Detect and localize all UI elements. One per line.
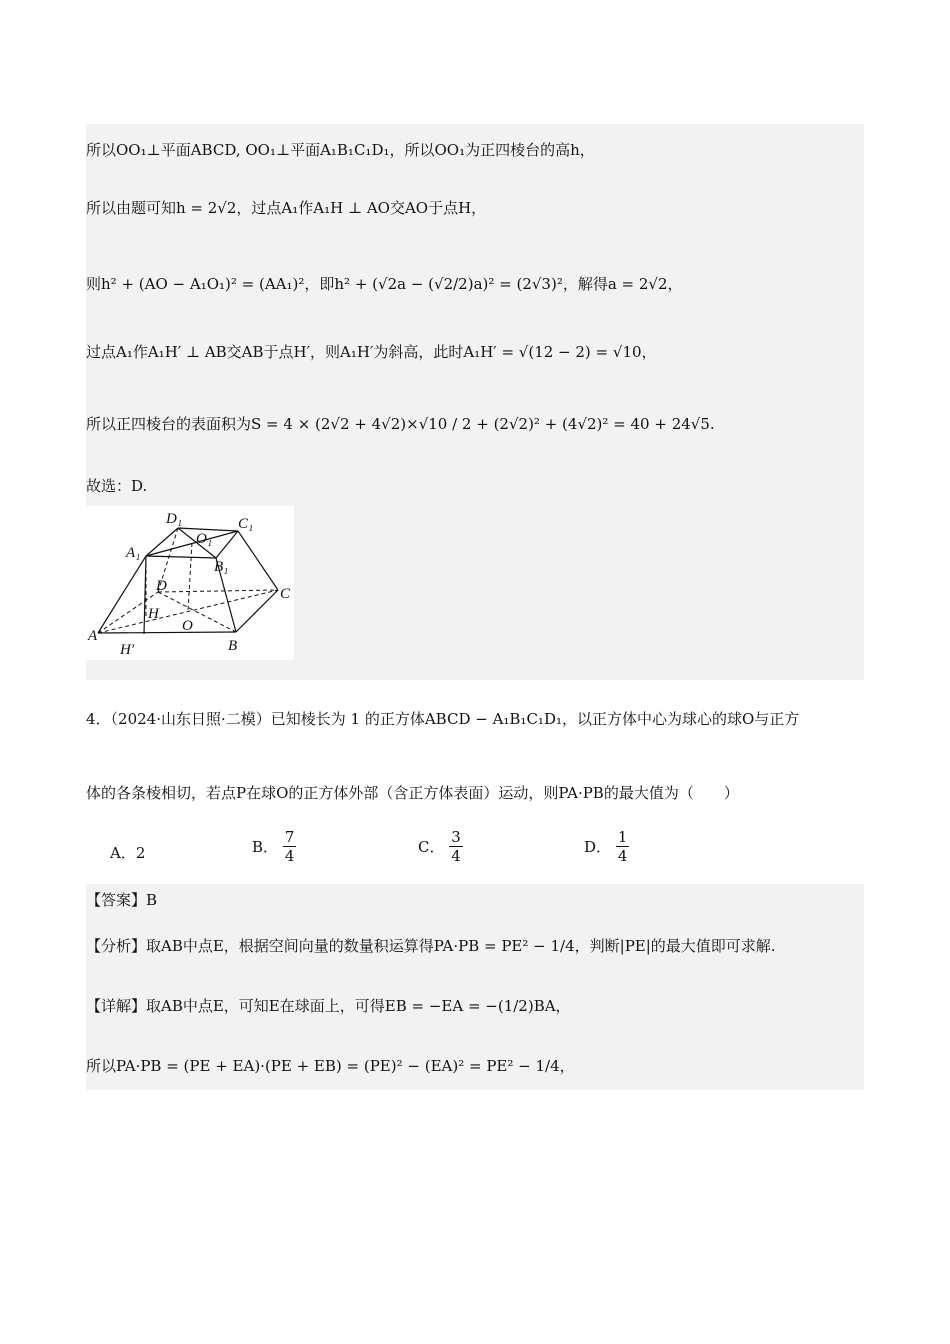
analysis-line: 【分析】取AB中点E，根据空间向量的数量积运算得PA·PB = PE² − 1/4，判断|PE|的最大值即可求解. bbox=[86, 937, 776, 955]
label-B: B bbox=[228, 638, 238, 654]
solution-line-4: 过点A₁作A₁H′ ⊥ AB交AB于点H′，则A₁H′为斜高，此时A₁H′ = √(12 − 2) = √10， bbox=[86, 343, 657, 361]
option-d: D． $\frac{1}{4}$ bbox=[584, 828, 628, 865]
label-D1: D₁ bbox=[166, 511, 183, 527]
detail-line: 【详解】取AB中点E，可知E在球面上，可得EB = −EA = −(1/2)BA， bbox=[86, 997, 571, 1015]
label-O: O bbox=[182, 618, 193, 634]
answer-block-4 bbox=[86, 884, 864, 1090]
solution-choice: 故选：D. bbox=[86, 477, 148, 495]
label-B1: B₁ bbox=[214, 559, 229, 575]
label-O1: O₁ bbox=[196, 531, 213, 547]
label-D: D bbox=[156, 578, 167, 594]
option-a: A．2 bbox=[110, 844, 146, 862]
solution-line-3: 则h² + (AO − A₁O₁)² = (AA₁)²，即h² + (√2a − (√2/2)a)² = (2√3)²，解得a = 2√2， bbox=[86, 275, 683, 293]
label-A: A bbox=[88, 628, 98, 644]
solution-line-2: 所以由题可知h = 2√2，过点A₁作A₁H ⊥ AO交AO于点H， bbox=[86, 199, 487, 217]
frustum-diagram bbox=[86, 506, 294, 660]
conclusion-line: 所以PA·PB = (PE + EA)·(PE + EB) = (PE)² − (EA)² = PE² − 1/4， bbox=[86, 1057, 575, 1075]
question4-line2: 体的各条棱相切，若点P在球O的正方体外部（含正方体表面）运动，则PA·PB的最大值为（ ） bbox=[86, 784, 739, 802]
frustum-figure bbox=[86, 506, 294, 660]
label-H: H bbox=[148, 606, 159, 622]
question4-line1: 4．（2024·山东日照·二模）已知棱长为 1 的正方体ABCD − A₁B₁C₁D₁，以正方体中心为球心的球O与正方 bbox=[86, 710, 800, 728]
label-C: C bbox=[280, 586, 291, 602]
solution-line-1: 所以OO₁⊥平面ABCD, OO₁⊥平面A₁B₁C₁D₁，所以OO₁为正四棱台的高h， bbox=[86, 141, 595, 159]
option-b: B． $\frac{7}{4}$ bbox=[252, 828, 295, 865]
label-A1: A₁ bbox=[126, 545, 141, 561]
solution-block-3 bbox=[86, 124, 864, 680]
answer-line: 【答案】B bbox=[86, 891, 158, 909]
solution-line-5: 所以正四棱台的表面积为S = 4 × (2√2 + 4√2)×√10 / 2 + (2√2)² + (4√2)² = 40 + 24√5. bbox=[86, 415, 715, 433]
option-c: C． $\frac{3}{4}$ bbox=[418, 828, 461, 865]
label-C1: C₁ bbox=[238, 516, 254, 532]
label-Hp: H′ bbox=[120, 642, 135, 658]
